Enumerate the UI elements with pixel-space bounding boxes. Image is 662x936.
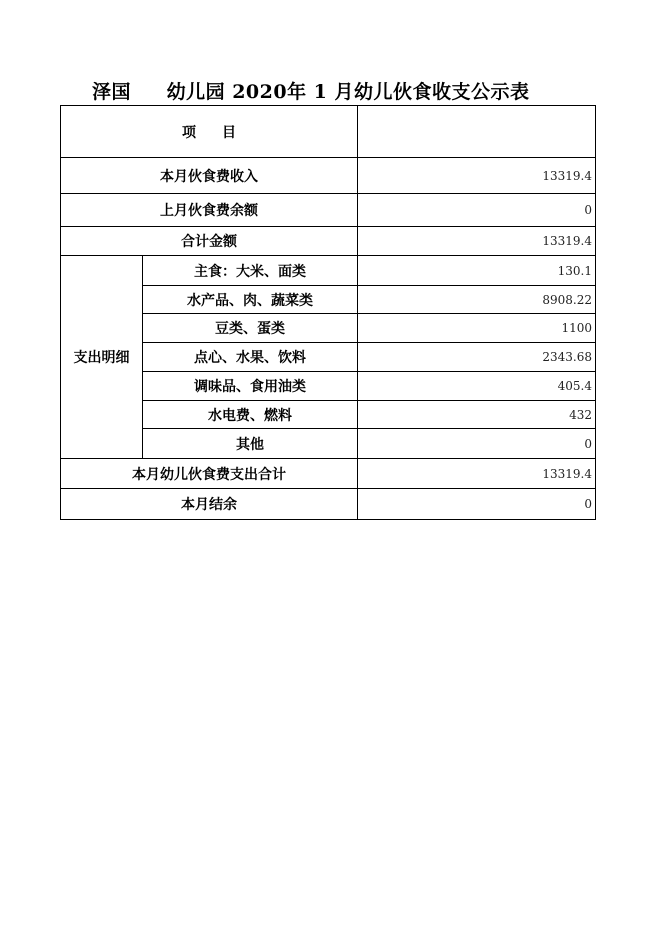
expense-value: 130.1 [358,256,596,286]
meal-fee-table [60,105,596,520]
table-row-expense [61,256,596,286]
expense-label: 水电费、燃料 [143,401,358,429]
last-balance-label: 上月伙食费余额 [61,194,358,227]
expense-total-label: 本月幼儿伙食费支出合计 [61,459,358,489]
expense-group-label: 支出明细 [61,256,143,459]
header-item-cell [61,106,358,158]
expense-total-value: 13319.4 [358,459,596,489]
table-row-month-balance [61,489,596,520]
expense-label: 主食：大米、面类 [143,256,358,286]
expense-value: 0 [358,429,596,459]
header-item-label: 项 目 [182,124,236,141]
table-row-expense-total [61,459,596,489]
expense-label: 点心、水果、饮料 [143,343,358,372]
expense-label: 豆类、蛋类 [143,314,358,343]
month-balance-label: 本月结余 [61,489,358,520]
header-value-cell [358,106,596,158]
expense-value: 405.4 [358,372,596,401]
expense-label: 其他 [143,429,358,459]
expense-label: 水产品、肉、蔬菜类 [143,286,358,314]
page-title: 泽国 幼儿园 2020年 1 月幼儿伙食收支公示表 [92,81,530,103]
expense-value: 432 [358,401,596,429]
expense-label: 调味品、食用油类 [143,372,358,401]
expense-value: 8908.22 [358,286,596,314]
income-value: 13319.4 [358,158,596,194]
total-label: 合计金额 [61,227,358,256]
month-balance-value: 0 [358,489,596,520]
table-row-total [61,227,596,256]
expense-value: 1100 [358,314,596,343]
table-row-income [61,158,596,194]
total-value: 13319.4 [358,227,596,256]
last-balance-value: 0 [358,194,596,227]
income-label: 本月伙食费收入 [61,158,358,194]
table-header-row [61,106,596,158]
expense-value: 2343.68 [358,343,596,372]
table-row-last-balance [61,194,596,227]
